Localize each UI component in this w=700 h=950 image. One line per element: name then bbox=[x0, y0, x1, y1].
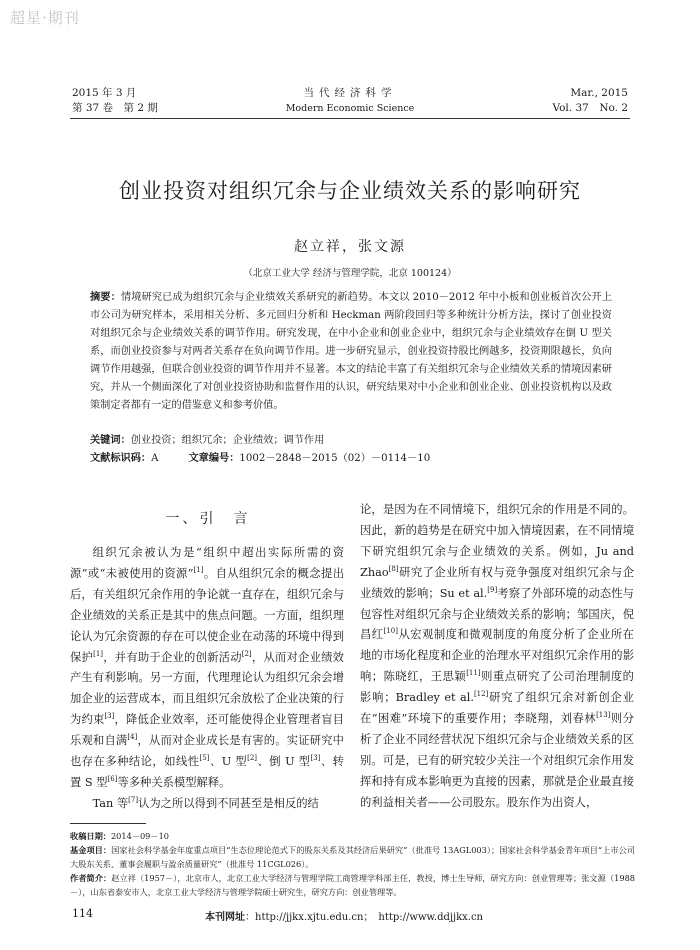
abstract-label: 摘要： bbox=[90, 292, 121, 303]
watermark: 超星·期刊 bbox=[10, 9, 80, 27]
article-no-label: 文章编号： bbox=[188, 453, 240, 464]
keywords bbox=[90, 432, 612, 450]
keywords-label: 关键词： bbox=[90, 435, 131, 446]
right-column bbox=[360, 500, 634, 814]
abstract-text: 情境研究已成为组织冗余与企业绩效关系研究的新趋势。本文以 2010－2012 年中小板和创业板首次公开上市公司为研究样本，采用相关分析、多元回归分析和 Heckman 两阶段回归等多种统计分析方法，探讨了创业投资对组织冗余与企业绩效关系的调节作用。研究发现，在中小企业和创业企业中，组织冗余与企业绩效存在倒 U 型关系，而创业投资参与对两者关系存在负向调节作用。进一步研究显示，创业投资持股比例越多，投资期限越长，负向调节作用越强，但联合创业投资的调节作用并不显著。本文的结论丰富了有关组织冗余与企业绩效关系的情境因素研究，并从一个侧面深化了对创业投资协助和监督作用的认识，研究结果对中小企业和创业企业、创业投资机构以及政策制定者都有一定的借鉴意义和参考价值。 bbox=[90, 292, 613, 411]
website-label: 本刊网址 bbox=[205, 912, 245, 923]
citation: [8] bbox=[388, 564, 399, 573]
paragraph: 论，是因为在不同情境下，组织冗余的作用是不同的。因此，新的趋势是在研究中加入情境因素，在不同情境下研究组织冗余与企业绩效的关系。例如，Ju and Zhao[8]研究了企业所有权与竞争强度对组织冗余与企业绩效的影响；Su et al.[9]考察了外部环境的动态性与包容性对组织冗余与企业绩效关系的影响；邹国庆，倪昌红[10]从宏观制度和微观制度的角度分析了企业所在地的市场化程度和企业的治理水平对组织冗余作用的影响；陈晓红，王思颖[11]则重点研究了公司治理制度的影响；Bradley et al.[12]研究了组织冗余对新创企业在“困难”环境下的重要作用；李晓翔，刘春林[13]则分析了企业不同经营状况下组织冗余与企业绩效关系的区别。可是，已有的研究较少关注一个对组织冗余作用发挥和持有成本影响更为直接的因素，那就是企业最直接的利益相关者——公司股东。股东作为出资人， bbox=[360, 503, 634, 809]
citation: [9] bbox=[487, 585, 498, 594]
citation: [11] bbox=[466, 669, 481, 678]
footer-website bbox=[205, 908, 483, 923]
journal-name-cn: 当代经济科学 bbox=[303, 87, 397, 99]
clc-value: A bbox=[151, 453, 159, 464]
received-date: 收稿日期：2014－09－10 bbox=[70, 831, 170, 841]
authors: 赵立祥，张文源 bbox=[294, 239, 406, 255]
journal-name-en: Modern Economic Science bbox=[285, 103, 415, 114]
volume-issue: 第 37 卷 第 2 期 bbox=[72, 102, 158, 114]
citation: [5] bbox=[199, 754, 210, 763]
volume-issue-en: Vol. 37 No. 2 bbox=[552, 102, 628, 114]
fund-info: 基金项目：国家社会科学基金年度重点项目“生态位理论范式下的股东关系及其经济后果研究”（批准号 13AGL003）；国家社会科学基金青年项目“上市公司大股东关系、董事会履职与盈余质量研究”（批准号 11CGL026）。 bbox=[70, 845, 635, 869]
issue-date: 2015 年 3 月 bbox=[72, 87, 137, 99]
issue-date-en: Mar., 2015 bbox=[570, 87, 628, 99]
header-rule bbox=[70, 118, 630, 119]
article-no-value: 1002－2848－2015（02）－0114－10 bbox=[239, 453, 431, 464]
abstract bbox=[90, 289, 612, 415]
left-column bbox=[70, 543, 344, 815]
citation: [3] bbox=[310, 754, 321, 763]
document-ids bbox=[90, 450, 650, 468]
website-links: ：http://jjkx.xjtu.edu.cn； http://www.ddjjkx.cn bbox=[245, 912, 484, 923]
footnotes bbox=[70, 829, 635, 899]
paragraph: 组织冗余被认为是“组织中超出实际所需的资源”或“未被使用的资源”[1]。自从组织冗余的概念提出后，有关组织冗余作用的争论就一直存在，组织冗余与企业绩效的关系正是其中的焦点问题。一方面，组织理论认为冗余资源的存在可以使企业在动荡的环境中得到保护[1]，并有助于企业的创新活动[2]，从而对企业绩效产生有利影响。另一方面，代理理论认为组织冗余会增加企业的运营成本，而且组织冗余放松了企业决策的行为约束[3]，降低企业效率，还可能使得企业管理者盲目乐观和自满[4]，从而对企业成长是有害的。实证研究中也存在多种结论，如线性[5]、U 型[2]、倒 U 型[3]、转置 S 型[6]等多种关系模型解释。 bbox=[70, 546, 344, 789]
affiliation: （北京工业大学 经济与管理学院，北京 100124） bbox=[243, 268, 457, 279]
author-info: 作者简介：赵立祥（1957－），北京市人，北京工业大学经济与管理学院工商管理学科部主任，教授，博士生导师，研究方向：创业管理等；张文源（1988－），山东省泰安市人，北京工业大学经济与管理学院硕士研究生，研究方向：创业管理等。 bbox=[70, 873, 635, 897]
page-number: 114 bbox=[72, 907, 93, 920]
citation: [2] bbox=[241, 649, 252, 658]
citation: [1] bbox=[193, 566, 204, 575]
citation: [3] bbox=[104, 712, 115, 721]
citation: [10] bbox=[383, 627, 398, 636]
article-title: 创业投资对组织冗余与企业绩效关系的影响研究 bbox=[119, 179, 581, 203]
keywords-text: 创业投资；组织冗余；企业绩效；调节作用 bbox=[130, 435, 325, 446]
citation: [6] bbox=[107, 775, 118, 784]
header-right bbox=[552, 86, 628, 116]
citation: [2] bbox=[247, 754, 258, 763]
clc-label: 文献标识码： bbox=[90, 453, 152, 464]
citation: [1] bbox=[93, 649, 104, 658]
citation: [7] bbox=[128, 796, 139, 805]
citation: [13] bbox=[596, 711, 611, 720]
citation: [12] bbox=[473, 690, 489, 699]
footnote-rule bbox=[70, 823, 146, 824]
section-heading: 一、引 言 bbox=[165, 511, 251, 527]
paragraph: Tan 等[7]认为之所以得到不同甚至是相反的结 bbox=[92, 796, 319, 810]
citation: [4] bbox=[127, 733, 138, 742]
header-center bbox=[250, 86, 450, 116]
header-left bbox=[72, 86, 158, 116]
